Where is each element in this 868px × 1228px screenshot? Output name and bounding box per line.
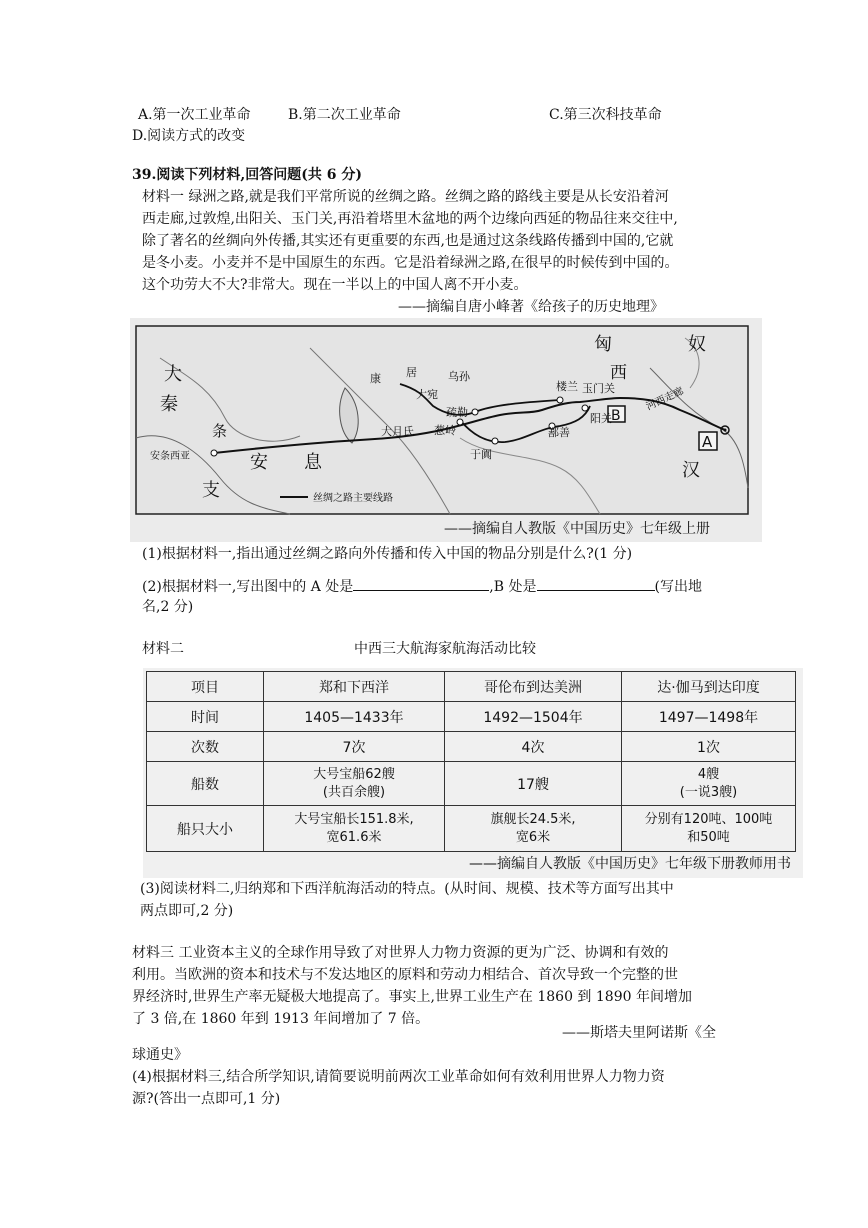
map-label: 葱岭 — [434, 424, 456, 437]
material3-source-cont: 球通史》 — [132, 1047, 188, 1063]
table-cell: 1492—1504年 — [445, 702, 622, 732]
table-cell: 1497—1498年 — [622, 702, 796, 732]
table-cell-line: 4艘 — [697, 766, 720, 782]
table-cell: 次数 — [147, 732, 264, 762]
material1-line: 西走廊,过敦煌,出阳关、玉门关,再沿着塔里木盆地的两个边缘向西延的物品往来交往中, — [142, 211, 678, 227]
question-2-text: (写出地 — [654, 579, 702, 595]
question-3-cont: 两点即可,2 分) — [140, 903, 234, 919]
map-label: 疏勒 — [446, 406, 468, 419]
option-b: B.第二次工业革命 — [288, 107, 401, 123]
table-header: 哥伦布到达美洲 — [445, 672, 622, 702]
option-c: C.第三次科技革命 — [549, 107, 662, 123]
map-graphic — [130, 318, 762, 542]
map-point-a: A — [702, 433, 713, 451]
table-cell-line: (一说3艘) — [679, 784, 738, 800]
option-d: D.阅读方式的改变 — [132, 128, 246, 144]
table-cell: 1405—1433年 — [264, 702, 445, 732]
question-1: (1)根据材料一,指出通过丝绸之路向外传播和传入中国的物品分别是什么?(1 分) — [142, 546, 633, 562]
table-cell — [264, 762, 445, 806]
answer-blank-a[interactable] — [353, 574, 489, 591]
map-label: 楼兰 — [556, 380, 578, 393]
map-label: 玉门关 — [582, 382, 615, 395]
map-label: 安条西亚 — [150, 451, 190, 462]
map-label: 居 — [406, 366, 417, 379]
map-label: 大 — [164, 364, 182, 385]
material3-line: 材料三 工业资本主义的全球作用导致了对世界人力物力资源的更为广泛、协调和有效的 — [132, 945, 669, 961]
material3-line: 界经济时,世界生产率无疑极大地提高了。事实上,世界工业生产在 1860 到 1890 年间增加 — [132, 989, 692, 1005]
table-cell-line: (共百余艘) — [322, 784, 386, 800]
map-label: 息 — [304, 452, 322, 473]
table-cell — [264, 806, 445, 852]
table-cell: 17艘 — [445, 762, 622, 806]
table-cell-line: 和50吨 — [687, 829, 730, 845]
material3-line: 了 3 倍,在 1860 年到 1913 年间增加了 7 倍。 — [132, 1011, 430, 1027]
question-2 — [142, 574, 702, 598]
answer-blank-b[interactable] — [537, 574, 655, 591]
table-cell: 4次 — [445, 732, 622, 762]
material1-source: ——摘编自唐小峰著《给孩子的历史地理》 — [398, 299, 664, 315]
map-label: 西 — [610, 363, 627, 383]
table-header: 项目 — [147, 672, 264, 702]
option-a: A.第一次工业革命 — [138, 107, 251, 123]
material1-line: 是冬小麦。小麦并不是中国原生的东西。它是沿着绿洲之路,在很早的时候传到中国的。 — [142, 255, 679, 271]
table-cell — [622, 762, 796, 806]
question-title: 39.阅读下列材料,回答问题(共 6 分) — [132, 167, 362, 183]
table-cell-line: 分别有120吨、100吨 — [644, 811, 773, 827]
question-4: (4)根据材料三,结合所学知识,请简要说明前两次工业革命如何有效利用世界人力物力资 — [132, 1069, 665, 1085]
table-cell: 1次 — [622, 732, 796, 762]
material1-line: 这个功劳大不大?非常大。现在一半以上的中国人离不开小麦。 — [142, 277, 528, 293]
table-source: ——摘编自人教版《中国历史》七年级下册教师用书 — [469, 856, 791, 872]
map-label: 河西走廊 — [644, 385, 686, 413]
table-cell: 时间 — [147, 702, 264, 732]
table-cell: 船只大小 — [147, 806, 264, 852]
table-cell: 船数 — [147, 762, 264, 806]
question-2-text: (2)根据材料一,写出图中的 A 处是 — [142, 579, 354, 595]
question-4-cont: 源?(答出一点即可,1 分) — [132, 1091, 281, 1107]
material3-source: ——斯塔夫里阿诺斯《全 — [562, 1025, 716, 1041]
map-label: 安 — [250, 452, 268, 473]
map-label: 支 — [202, 480, 220, 501]
question-2-cont: 名,2 分) — [142, 599, 194, 615]
map-label: 条 — [212, 422, 228, 440]
material1-line: 除了著名的丝绸向外传播,其实还有更重要的东西,也是通过这条线路传播到中国的,它就 — [142, 233, 674, 249]
map-source: ——摘编自人教版《中国历史》七年级上册 — [444, 521, 710, 537]
table-cell: 7次 — [264, 732, 445, 762]
map-label: 汉 — [682, 460, 700, 481]
table-cell-line: 大号宝船长151.8米, — [294, 811, 414, 827]
map-label: 阳关 — [590, 412, 612, 425]
map-label: 匈 — [594, 334, 612, 355]
map-label: 大月氏 — [381, 425, 414, 438]
map-label: 康 — [370, 372, 381, 385]
material1-line: 材料一 绿洲之路,就是我们平常所说的丝绸之路。丝绸之路的路线主要是从长安沿着河 — [142, 189, 669, 205]
comparison-table — [146, 671, 796, 852]
material3-line: 利用。当欧洲的资本和技术与不发达地区的原料和劳动力相结合、首次导致一个完整的世 — [132, 967, 678, 983]
map-legend-label: 丝绸之路主要线路 — [313, 493, 393, 504]
map-label: 鄯善 — [548, 426, 570, 439]
map-label: 于阗 — [470, 448, 492, 461]
map-label: 奴 — [688, 334, 706, 355]
question-3: (3)阅读材料二,归纳郑和下西洋航海活动的特点。(从时间、规模、技术等方面写出其中 — [140, 881, 674, 897]
table-cell-line: 旗舰长24.5米, — [490, 811, 576, 827]
question-2-text: ,B 处是 — [489, 579, 537, 595]
comparison-table-figure — [143, 668, 803, 878]
table-cell-line: 宽6米 — [515, 829, 551, 845]
map-label: 大宛 — [416, 388, 438, 401]
table-cell — [445, 806, 622, 852]
table-cell-line: 宽61.6米 — [326, 829, 382, 845]
map-label: 乌孙 — [448, 370, 470, 383]
material2-title: 中西三大航海家航海活动比较 — [354, 641, 536, 657]
map-label: 秦 — [160, 394, 178, 415]
map-point-b: B — [611, 408, 621, 424]
silk-road-map — [130, 318, 762, 542]
table-cell-line: 大号宝船62艘 — [313, 766, 395, 782]
table-cell — [622, 806, 796, 852]
material2-label: 材料二 — [142, 641, 184, 657]
table-header: 郑和下西洋 — [264, 672, 445, 702]
table-header: 达·伽马到达印度 — [622, 672, 796, 702]
